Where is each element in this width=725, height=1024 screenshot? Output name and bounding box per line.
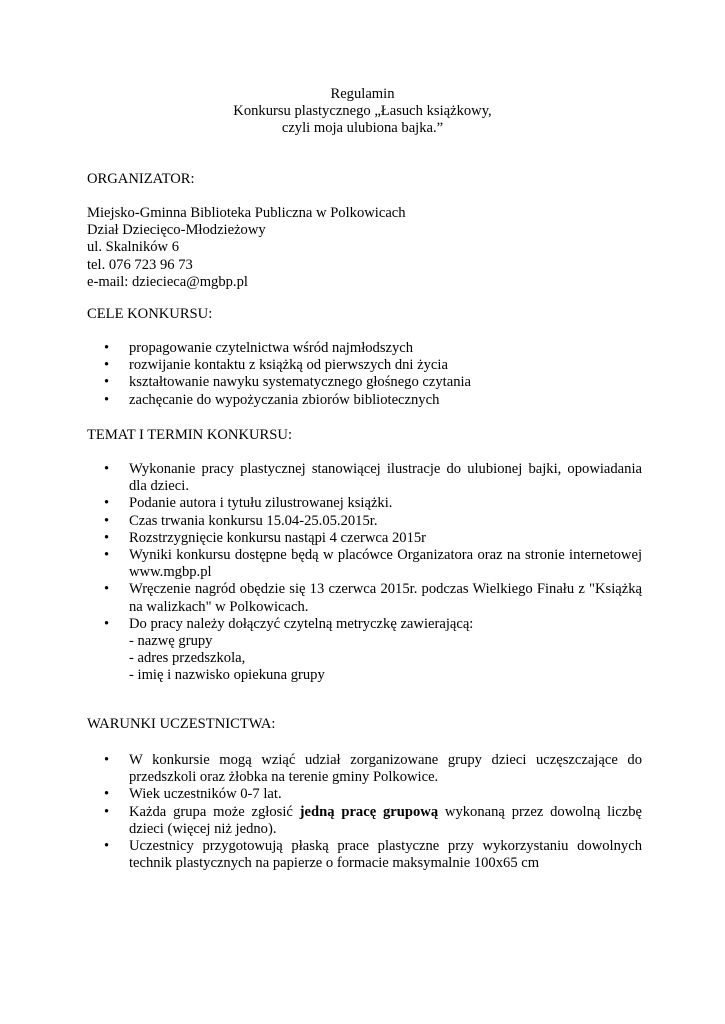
item-text: wykonaną przez dowolną liczbę dzieci (więcej niż jedno). — [129, 803, 643, 837]
title-line-3: czyli moja ulubiona bajka.” — [281, 120, 444, 137]
list-item — [87, 616, 642, 685]
document-title — [0, 86, 725, 138]
list-item: • kształtowanie nawyku systematycznego głośnego czytania — [87, 374, 642, 391]
organizer-details — [87, 205, 642, 291]
organizer-street: ul. Skalników 6 — [87, 239, 180, 256]
list-item: • Wykonanie pracy plastycznej stanowiącej ilustracje do ulubionej bajki, opowiadania dla dzieci. — [87, 461, 642, 495]
list-item: • Uczestnicy przygotowują płaską prace plastyczne przy wykorzystaniu dowolnych technik plastycznych na papierze o formacie maksymalnie 100x65 cm — [87, 838, 642, 872]
organizer-email: e-mail: dziecieca@mgbp.pl — [87, 273, 248, 290]
list-item: • Wręczenie nagród obędzie się 13 czerwca 2015r. podczas Wielkiego Finału z "Książką na walizkach" w Polkowicach. — [87, 581, 642, 615]
list-item: • Wyniki konkursu dostępne będą w placówce Organizatora oraz na stronie internetowej www.mgbp.pl — [87, 547, 642, 581]
list-item: • propagowanie czytelnictwa wśród najmłodszych — [87, 340, 642, 357]
organizer-heading: ORGANIZATOR: — [87, 171, 195, 187]
emphasis-text: jedną pracę grupową — [299, 803, 439, 820]
metric-subitem: - imię i nazwisko opiekuna grupy — [129, 667, 325, 684]
metric-subitem: - adres przedszkola, — [129, 650, 246, 667]
metric-subitem: - nazwę grupy — [129, 633, 213, 650]
conditions-heading: WARUNKI UCZESTNICTWA: — [87, 716, 276, 732]
list-item: • Czas trwania konkursu 15.04-25.05.2015r. — [87, 513, 642, 530]
title-line-1: Regulamin — [330, 86, 395, 102]
title-line-2: Konkursu plastycznego „Łasuch książkowy, — [233, 103, 492, 120]
metric-intro: Do pracy należy dołączyć czytelną metryczkę zawierającą: — [129, 615, 474, 632]
list-item: • Podanie autora i tytułu zilustrowanej książki. — [87, 495, 642, 512]
item-text: Każda grupa może zgłosić — [129, 803, 300, 820]
goals-heading: CELE KONKURSU: — [87, 306, 213, 322]
list-item: • Rozstrzygnięcie konkursu nastąpi 4 czerwca 2015r — [87, 530, 642, 547]
theme-heading: TEMAT I TERMIN KONKURSU: — [87, 427, 292, 443]
list-item: • Wiek uczestników 0-7 lat. — [87, 786, 642, 803]
list-item: • W konkursie mogą wziąć udział zorganizowane grupy dzieci uczęszczające do przedszkoli oraz żłobka na terenie gminy Polkowice. — [87, 752, 642, 786]
organizer-name: Miejsko-Gminna Biblioteka Publiczna w Polkowicach — [87, 205, 406, 221]
list-item: • zachęcanie do wypożyczania zbiorów bibliotecznych — [87, 392, 642, 409]
organizer-department: Dział Dziecięco-Młodzieżowy — [87, 222, 266, 239]
list-item: • rozwijanie kontaktu z książką od pierwszych dni życia — [87, 357, 642, 374]
conditions-list — [87, 752, 642, 872]
goals-list — [87, 340, 642, 409]
theme-list — [87, 461, 642, 685]
organizer-phone: tel. 076 723 96 73 — [87, 256, 193, 273]
list-item — [87, 804, 642, 838]
